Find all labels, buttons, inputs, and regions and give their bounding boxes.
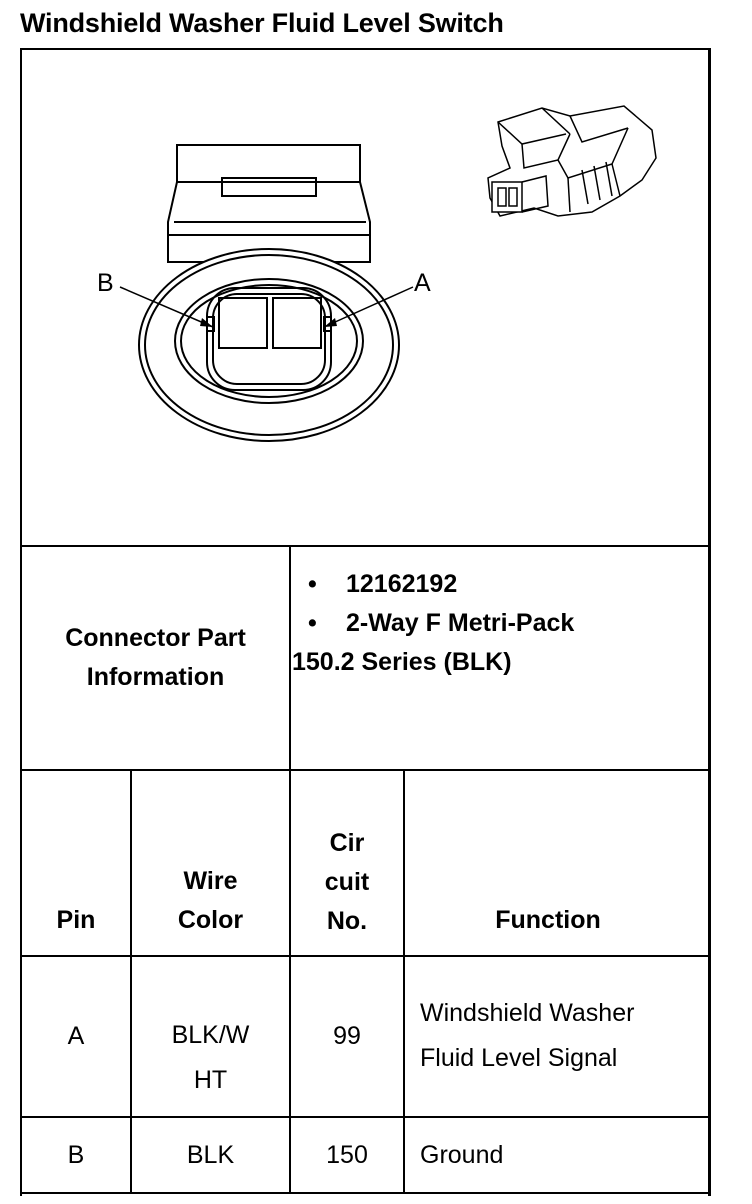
- row-a-wire-color: [132, 1013, 289, 1103]
- header-circuit-line2: cuit: [324, 868, 370, 896]
- row-a-function-line1: Windshield Washer: [420, 999, 635, 1027]
- part-number: 12162192: [346, 570, 458, 598]
- part-number-item: • 12162192: [292, 565, 574, 604]
- connector-part-details: [292, 565, 574, 682]
- connector-part-label-line1: Connector Part: [65, 624, 246, 652]
- header-wire-color-line1: Wire: [183, 867, 238, 895]
- row-a-wire-color-line1: BLK/W: [171, 1021, 250, 1049]
- header-wire-color-line2: Color: [177, 906, 244, 934]
- row-b-wire-color: BLK: [186, 1140, 235, 1169]
- connector-part-label: [22, 547, 289, 769]
- page-title: Windshield Washer Fluid Level Switch: [20, 8, 504, 38]
- connector-isometric-icon: [488, 106, 656, 216]
- row-b-function: Ground: [420, 1140, 504, 1169]
- connector-type-item: • 2-Way F Metri-Pack: [292, 604, 574, 643]
- row-a-function: [420, 991, 634, 1081]
- header-circuit-line1: Cir: [329, 829, 365, 857]
- row-a-wire-color-line2: HT: [193, 1066, 228, 1094]
- column-divider-function: [403, 769, 405, 1194]
- header-circuit-number: [291, 824, 403, 941]
- connector-series: 150.2 Series (BLK): [292, 648, 512, 676]
- divider-bottom: [20, 1192, 709, 1194]
- connector-face-diagram: [22, 50, 706, 544]
- row-a-function-line2: Fluid Level Signal: [420, 1044, 618, 1072]
- header-function: Function: [495, 906, 601, 934]
- row-b-circuit: 150: [326, 1140, 368, 1169]
- row-a-circuit: 99: [333, 1022, 361, 1050]
- divider-header: [20, 769, 709, 771]
- header-wire-color: [132, 862, 289, 940]
- pin-label-a: A: [414, 269, 431, 297]
- row-b-pin: B: [67, 1140, 85, 1169]
- connector-type: 2-Way F Metri-Pack: [346, 609, 575, 637]
- row-a-pin: A: [67, 1022, 85, 1050]
- pin-label-b: B: [97, 269, 114, 297]
- header-circuit-line3: No.: [326, 907, 368, 935]
- header-pin: Pin: [56, 906, 96, 934]
- connector-part-label-line2: Information: [86, 663, 225, 691]
